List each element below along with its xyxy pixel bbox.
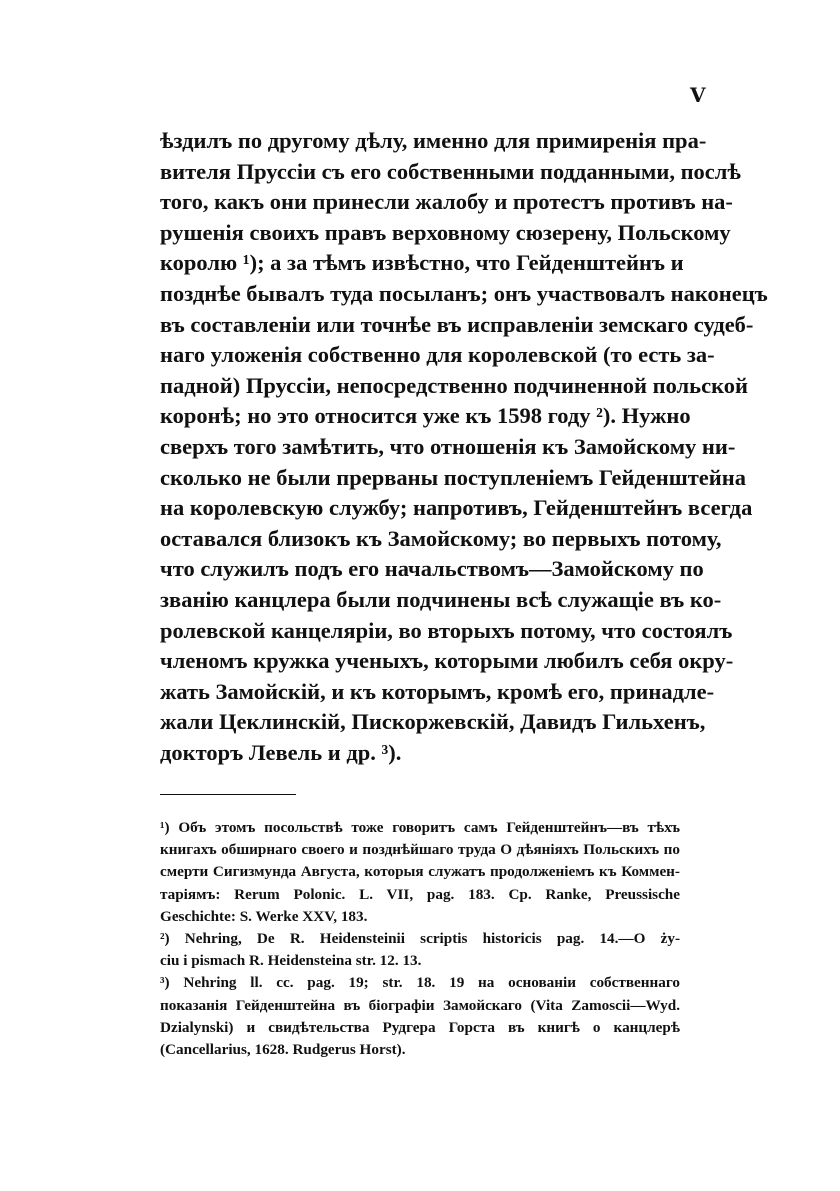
footnote-line: книгахъ обширнаго своего и позднѣйшаго труда О дѣяніяхъ Польскихъ по: [160, 841, 680, 859]
footnotes: [160, 817, 680, 1061]
footnote-line: ³) Nehring ll. cc. pag. 19; str. 18. 19 на основаніи собственнаго: [160, 974, 680, 992]
text-line: жать Замойскій, и къ которымъ, кромѣ его, принадле-: [160, 678, 715, 704]
text-line: сколько не были прерваны поступленіемъ Гейденштейна: [160, 464, 746, 490]
footnote-line: ciu i pismach R. Heidensteina str. 12. 13.: [160, 952, 422, 970]
text-line: что служилъ подъ его начальствомъ—Замойскому по: [160, 556, 704, 582]
text-line: ѣздилъ по другому дѣлу, именно для примиренія пра-: [160, 128, 707, 153]
main-text: [160, 126, 768, 768]
text-line: сверхъ того замѣтить, что отношенія къ Замойскому ни-: [160, 433, 736, 459]
page-number: V: [690, 83, 706, 107]
text-line: коронѣ; но это относится уже къ 1598 году ²). Нужно: [160, 403, 691, 429]
text-line: докторъ Левель и др. ³).: [160, 739, 402, 765]
footnote-line: смерти Сигизмунда Августа, которыя служатъ продолженіемъ къ Коммен-: [160, 863, 680, 881]
footnote-line: ²) Nehring, De R. Heidensteinii scriptis historicis pag. 14.—O ży-: [160, 929, 680, 947]
footnote-separator: [160, 794, 296, 795]
text-line: членомъ кружка ученыхъ, которыми любилъ себя окру-: [160, 648, 734, 674]
text-line: наго уложенія собственно для королевской (то есть за-: [160, 342, 715, 368]
text-line: королю ¹); а за тѣмъ извѣстно, что Гейденштейнъ и: [160, 250, 684, 276]
text-line: того, какъ они принесли жалобу и протестъ противъ на-: [160, 189, 733, 215]
footnote-line: ¹) Объ этомъ посольствѣ тоже говоритъ самъ Гейденштейнъ—въ тѣхъ: [160, 819, 680, 836]
footnote-line: показанія Гейденштейна въ біографіи Замойскаго (Vita Zamoscii—Wyd.: [160, 996, 680, 1014]
text-line: оставался близокъ къ Замойскому; во первыхъ потому,: [160, 525, 722, 551]
text-line: падной) Пруссіи, непосредственно подчиненной польской: [160, 372, 748, 398]
text-line: вителя Пруссіи съ его собственными подданными, послѣ: [160, 158, 741, 184]
footnote-line: Dzialynski) и свидѣтельства Рудгера Горста въ книгѣ о канцлерѣ: [160, 1018, 680, 1036]
text-line: въ составленіи или точнѣе въ исправленіи земскаго судеб-: [160, 311, 754, 337]
footnote-line: Geschichte: S. Werke XXV, 183.: [160, 907, 368, 925]
footnote-line: таріямъ: Rerum Polonic. L. VII, pag. 183. Ср. Ranke, Preussische: [160, 885, 680, 903]
text-line: на королевскую службу; напротивъ, Гейденштейнъ всегда: [160, 495, 753, 521]
text-line: званію канцлера были подчинены всѣ служащіе въ ко-: [160, 586, 722, 612]
text-line: ролевской канцеляріи, во вторыхъ потому, что состоялъ: [160, 617, 733, 643]
text-line: рушенія своихъ правъ верховному сюзерену, Польскому: [160, 219, 731, 245]
footnote-line: (Cancellarius, 1628. Rudgerus Horst).: [160, 1040, 406, 1058]
text-line: позднѣе бывалъ туда посыланъ; онъ участвовалъ наконецъ: [160, 280, 768, 306]
text-line: жали Цеклинскій, Пискоржевскій, Давидъ Гильхенъ,: [160, 709, 706, 735]
